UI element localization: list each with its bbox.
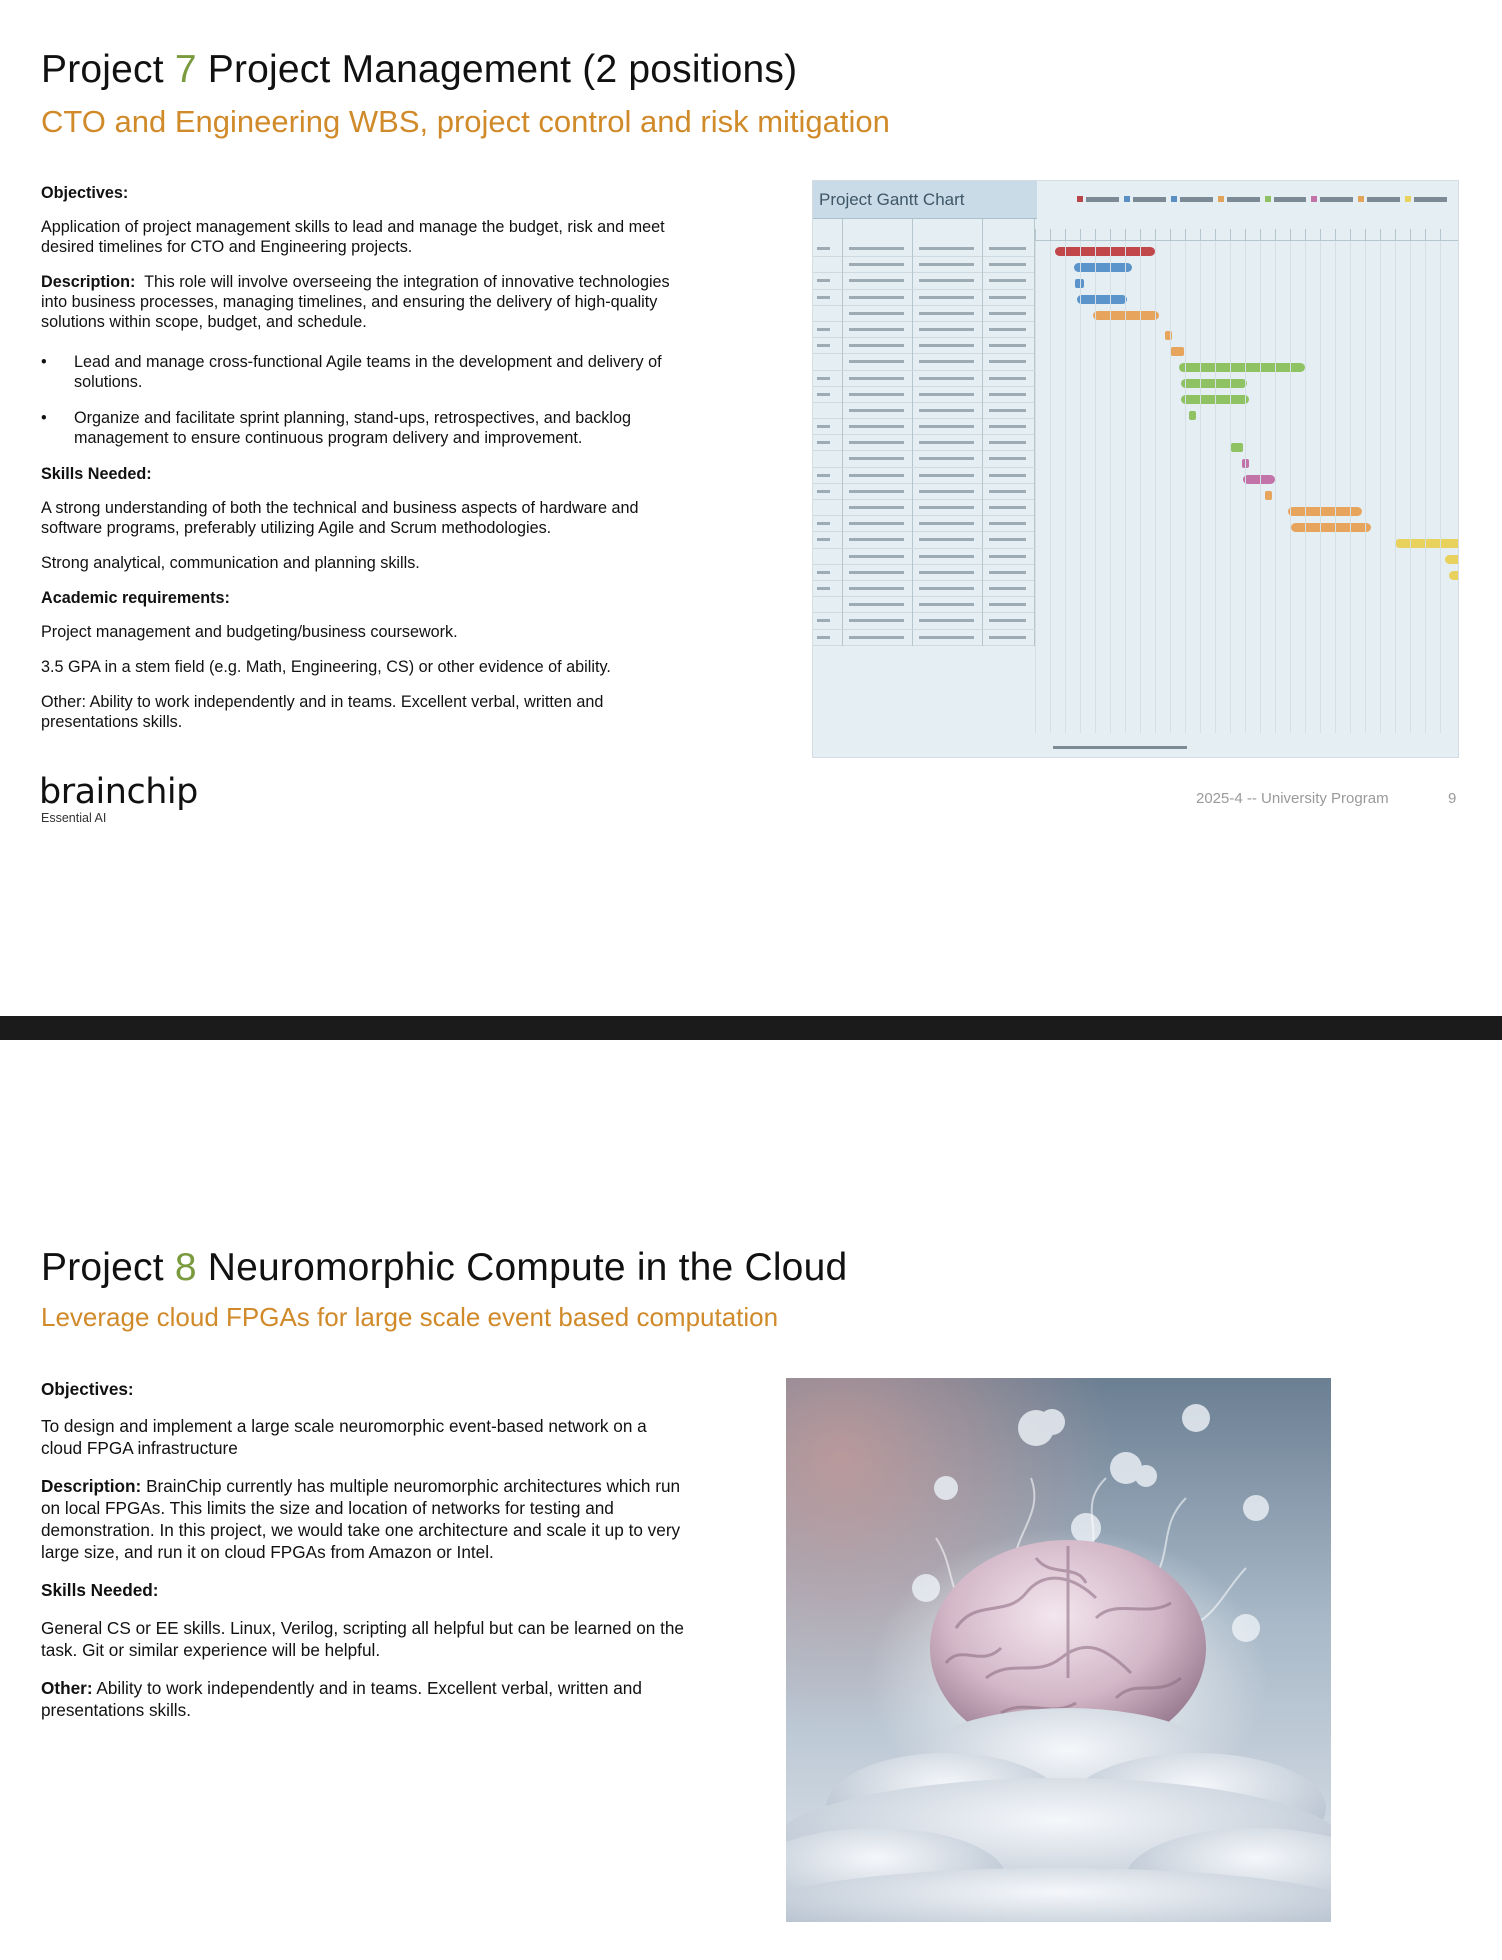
gantt-bar [1291,523,1371,532]
gantt-bar [1189,411,1196,420]
page-title [41,48,797,92]
title-text: Neuromorphic Compute in the Cloud [207,1246,848,1289]
gantt-table-row [813,338,1035,354]
logo-wordmark: brainchip [39,772,198,812]
logo-tagline: Essential AI [41,811,107,825]
cloud-brain-illustration [786,1378,1331,1922]
gantt-table-row [813,565,1035,581]
gantt-bar [1093,311,1159,320]
gantt-table-row [813,500,1035,516]
body-text [41,183,691,747]
slide-project-8 [0,1040,1502,1960]
gantt-bar [1449,571,1459,580]
other-text: Ability to work independently and in teams. Excellent verbal, written and presentations skills. [41,1678,642,1720]
title-prefix: Project [41,1246,164,1289]
skills-text-1: A strong understanding of both the technical and business aspects of hardware and software programs, preferably utilizing Agile and Scrum methodologies. [41,499,639,537]
skills-heading: Skills Needed: [41,465,152,483]
gantt-table-row [813,306,1035,322]
gantt-footnote [1053,746,1187,749]
other-paragraph [41,1677,691,1721]
gantt-table-row [813,613,1035,629]
project-number: 7 [174,48,197,91]
description-label: Description: [41,1476,142,1496]
cloud-brain-art [786,1378,1331,1922]
gantt-table-row [813,484,1035,500]
footer-text: 2025-4 -- University Program [1196,790,1389,807]
gantt-table-header [813,219,1035,241]
body-text [41,1378,691,1736]
description-label: Description: [41,273,136,291]
page-number: 9 [1448,790,1457,807]
skills-heading: Skills Needed: [41,1580,159,1600]
gantt-bar [1074,263,1132,272]
gantt-table-row [813,354,1035,370]
bullet-list [41,352,691,448]
gantt-chart-image [812,180,1459,758]
objectives-text: To design and implement a large scale neuromorphic event-based network on a cloud FPGA infrastructure [41,1416,647,1458]
bullet-item: • Lead and manage cross-functional Agile teams in the development and delivery of solutions. [41,352,691,392]
bullet-item: • Organize and facilitate sprint planning, stand-ups, retrospectives, and backlog management to ensure continuous program delivery and improvement. [41,408,691,448]
gantt-table-row [813,273,1035,289]
gantt-bar [1179,363,1305,372]
title-text: Project Management (2 positions) [207,48,798,91]
gantt-table-row [813,532,1035,548]
gantt-title: Project Gantt Chart [813,181,1037,219]
description-paragraph [41,1475,691,1563]
description-paragraph [41,272,691,332]
gantt-table-row [813,549,1035,565]
gantt-bar [1445,555,1459,564]
gantt-bar [1243,475,1275,484]
objectives-heading: Objectives: [41,1379,134,1399]
academic-text-1: Project management and budgeting/business coursework. [41,623,458,641]
other-text: Other: Ability to work independently and in teams. Excellent verbal, written and presentations skills. [41,693,604,731]
skills-text-2: Strong analytical, communication and planning skills. [41,554,420,572]
academic-heading: Academic requirements: [41,589,230,607]
title-prefix: Project [41,48,164,91]
gantt-table-row [813,597,1035,613]
slide-divider [0,1016,1502,1040]
gantt-table-rows [813,241,1035,646]
gantt-table-row [813,419,1035,435]
skills-text: General CS or EE skills. Linux, Verilog, scripting all helpful but can be learned on the task. Git or similar experience will be helpful. [41,1618,684,1660]
description-text: This role will involve overseeing the integration of innovative technologies into business processes, managing timelines, and ensuring the delivery of high-quality solutions within scope, budget, and schedule. [41,273,670,331]
gantt-bar [1395,539,1459,548]
gantt-bar [1077,295,1127,304]
gantt-table-row [813,630,1035,646]
project-number: 8 [174,1246,197,1289]
gantt-table-row [813,451,1035,467]
gantt-table-row [813,290,1035,306]
gantt-table-row [813,241,1035,257]
description-text: BrainChip currently has multiple neuromorphic architectures which run on local FPGAs. This limits the size and location of networks for testing and demonstration. In this project, we would take one architecture and scale it up to very large size, and run it on cloud FPGAs from Amazon or Intel. [41,1476,681,1562]
gantt-table-row [813,387,1035,403]
gantt-bar [1181,379,1247,388]
objectives-heading: Objectives: [41,184,129,202]
gantt-table-row [813,403,1035,419]
academic-text-2: 3.5 GPA in a stem field (e.g. Math, Engineering, CS) or other evidence of ability. [41,658,611,676]
gantt-table-row [813,435,1035,451]
gantt-bar [1171,347,1184,356]
gantt-table-row [813,581,1035,597]
gantt-legend [1077,193,1452,205]
gantt-table-row [813,322,1035,338]
gantt-table-row [813,516,1035,532]
gantt-table-row [813,257,1035,273]
page-subtitle: CTO and Engineering WBS, project control and risk mitigation [41,104,890,139]
gantt-timeline-header [1035,219,1458,241]
page-title [41,1246,847,1290]
brainchip-logo [39,773,198,825]
objectives-text: Application of project management skills to lead and manage the budget, risk and meet desired timelines for CTO and Engineering projects. [41,218,665,256]
gantt-bar [1265,491,1272,500]
page-subtitle: Leverage cloud FPGAs for large scale event based computation [41,1302,779,1332]
other-label: Other: [41,1678,93,1698]
gantt-table-row [813,371,1035,387]
gantt-table-row [813,468,1035,484]
gantt-bar [1231,443,1243,452]
